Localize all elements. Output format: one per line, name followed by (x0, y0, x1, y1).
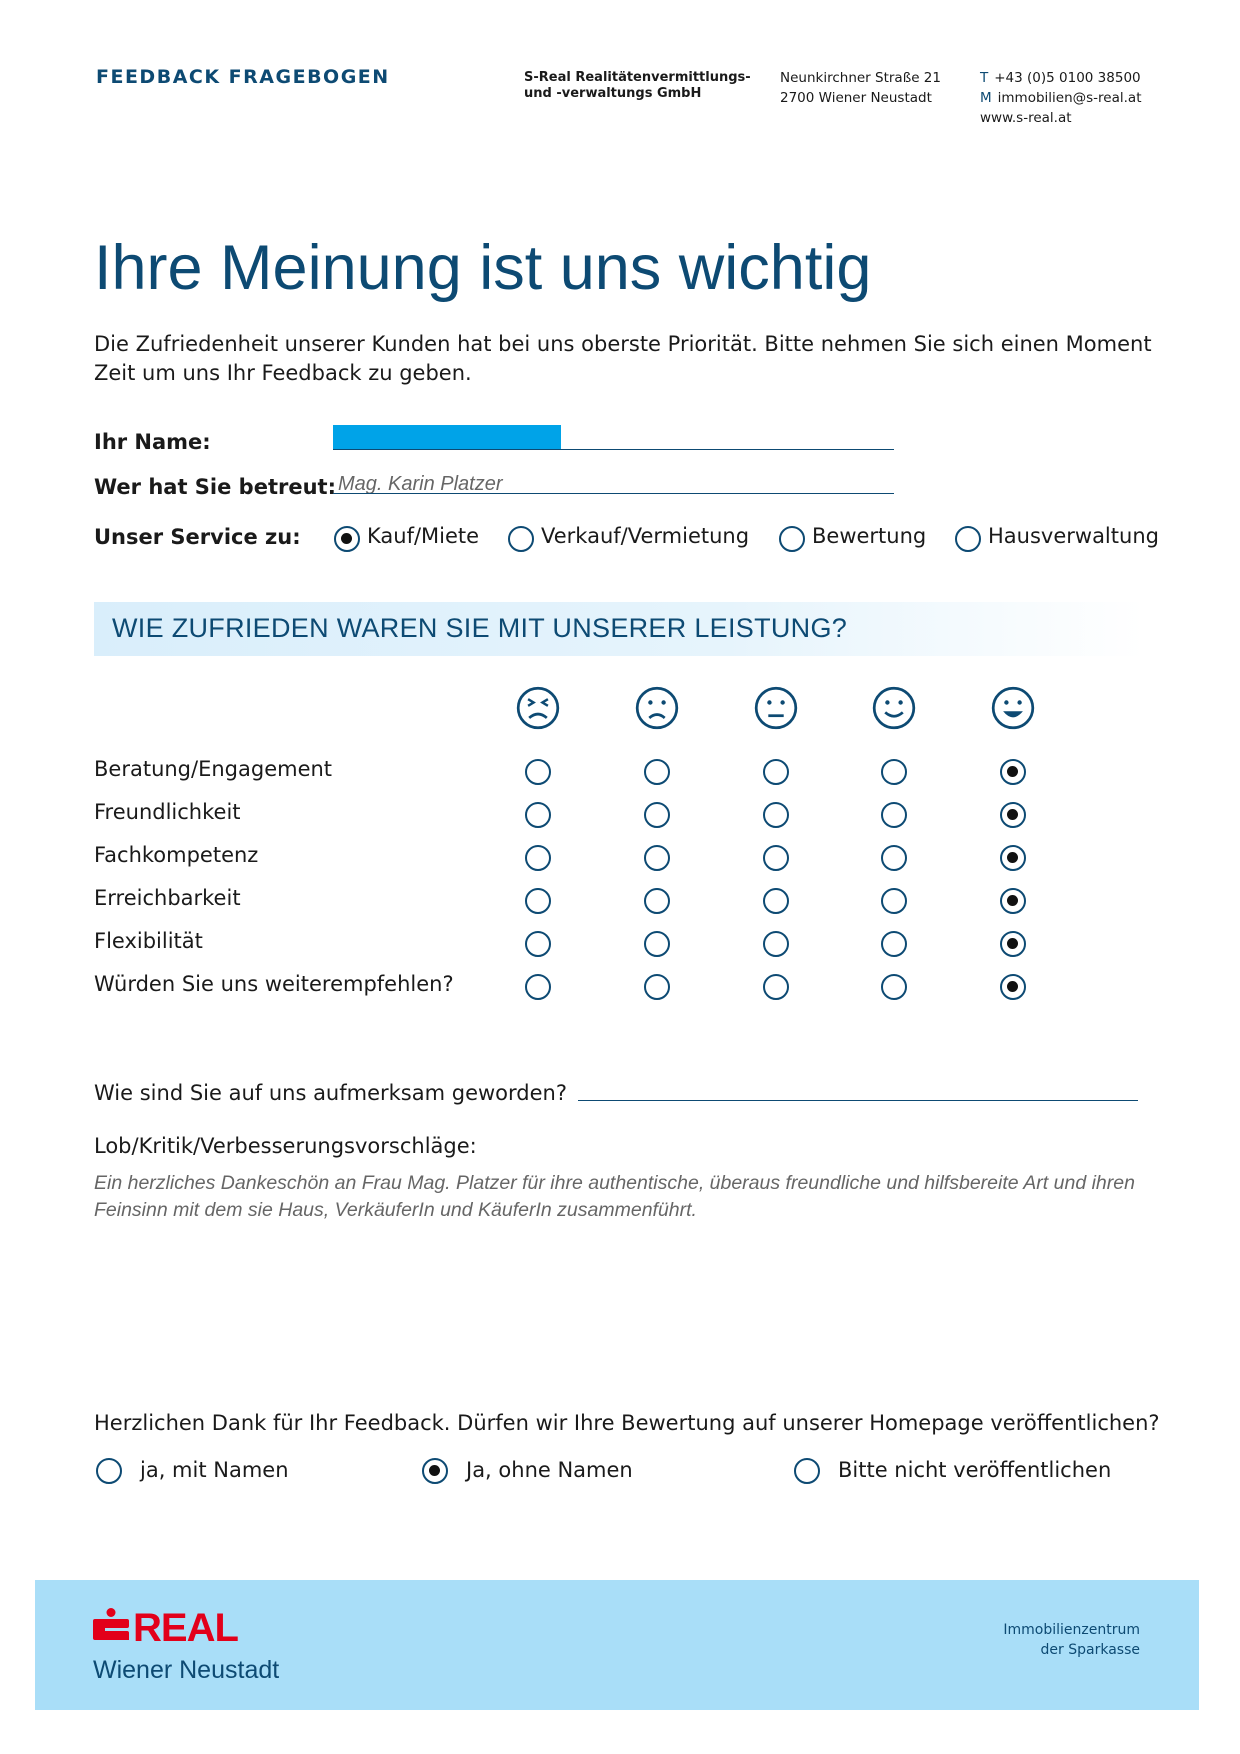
service-option-label: Bewertung (812, 524, 927, 548)
company-contact (980, 68, 1142, 128)
rating-row-label: Freundlichkeit (94, 800, 241, 824)
page-title: Ihre Meinung ist uns wichtig (94, 233, 872, 303)
sad-face-icon (635, 686, 679, 730)
email-link[interactable]: immobilien@s-real.at (997, 90, 1142, 106)
redacted-name-value (333, 425, 561, 449)
rating-radio[interactable] (763, 931, 789, 957)
publish-option-radio[interactable] (96, 1458, 122, 1484)
rating-radio[interactable] (881, 974, 907, 1000)
rating-radio[interactable] (1000, 974, 1026, 1000)
rating-radio[interactable] (881, 931, 907, 957)
rating-radio[interactable] (644, 802, 670, 828)
rating-radio[interactable] (525, 931, 551, 957)
publish-option-radio[interactable] (794, 1458, 820, 1484)
service-option-radio[interactable] (334, 526, 360, 552)
rating-row-label: Flexibilität (94, 929, 203, 953)
publish-option-radio[interactable] (422, 1458, 448, 1484)
footer-tagline (1003, 1620, 1140, 1660)
phone-label: T (980, 70, 989, 86)
rating-radio[interactable] (763, 974, 789, 1000)
name-field[interactable] (333, 449, 894, 450)
rating-radio[interactable] (644, 759, 670, 785)
name-label: Ihr Name: (94, 430, 211, 454)
address-line-1: Neunkirchner Straße 21 (780, 70, 941, 86)
publish-option-label: Bitte nicht veröffentlichen (838, 1458, 1112, 1482)
company-address (780, 68, 941, 108)
footer-bar (35, 1580, 1199, 1710)
company-line-1: S-Real Realitätenvermittlungs- (524, 70, 751, 85)
publish-question: Herzlichen Dank für Ihr Feedback. Dürfen wir Ihre Bewertung auf unserer Homepage veröffentlichen? (94, 1411, 1160, 1435)
rating-radio[interactable] (644, 845, 670, 871)
rating-row-label: Würden Sie uns weiterempfehlen? (94, 972, 454, 996)
company-line-2: und -verwaltungs GmbH (524, 86, 702, 101)
rating-radio[interactable] (525, 888, 551, 914)
rating-row-label: Erreichbarkeit (94, 886, 241, 910)
rating-radio[interactable] (881, 888, 907, 914)
rating-radio[interactable] (1000, 888, 1026, 914)
logo-city-text: Wiener Neustadt (93, 1656, 280, 1684)
mail-label: M (980, 90, 992, 106)
service-option-radio[interactable] (508, 526, 534, 552)
rating-radio[interactable] (525, 974, 551, 1000)
phone-number: +43 (0)5 0100 38500 (994, 70, 1141, 86)
rating-radio[interactable] (881, 802, 907, 828)
caretaker-field-value: Mag. Karin Platzer (338, 473, 503, 495)
source-answer-field[interactable] (578, 1100, 1138, 1101)
neutral-face-icon (754, 686, 798, 730)
address-line-2: 2700 Wiener Neustadt (780, 90, 932, 106)
rating-radio[interactable] (644, 931, 670, 957)
rating-row-label: Beratung/Engagement (94, 757, 333, 781)
rating-radio[interactable] (525, 845, 551, 871)
caretaker-field[interactable] (333, 493, 894, 494)
rating-radio[interactable] (1000, 759, 1026, 785)
service-option-label: Kauf/Miete (367, 524, 480, 548)
sparkasse-s-logo-icon (93, 1608, 129, 1646)
form-title: FEEDBACK FRAGEBOGEN (96, 66, 390, 88)
rating-radio[interactable] (1000, 802, 1026, 828)
rating-radio[interactable] (881, 845, 907, 871)
caretaker-label: Wer hat Sie betreut: (94, 475, 336, 499)
rating-heading: WIE ZUFRIEDEN WAREN SIE MIT UNSERER LEISTUNG? (112, 613, 848, 643)
rating-row-label: Fachkompetenz (94, 843, 259, 867)
very-happy-face-icon (991, 686, 1035, 730)
website-link[interactable]: www.s-real.at (980, 110, 1072, 126)
rating-radio[interactable] (525, 759, 551, 785)
rating-radio[interactable] (763, 845, 789, 871)
publish-option-label: ja, mit Namen (140, 1458, 289, 1482)
service-option-label: Hausverwaltung (988, 524, 1159, 548)
rating-radio[interactable] (763, 802, 789, 828)
logo-real-text: REAL (133, 1606, 238, 1650)
footer-tagline-line-2: der Sparkasse (1040, 1642, 1140, 1658)
very-unhappy-face-icon (516, 686, 560, 730)
rating-radio[interactable] (1000, 931, 1026, 957)
rating-radio[interactable] (644, 888, 670, 914)
rating-radio[interactable] (763, 888, 789, 914)
rating-radio[interactable] (1000, 845, 1026, 871)
comments-label: Lob/Kritik/Verbesserungsvorschläge: (94, 1134, 477, 1158)
service-option-radio[interactable] (955, 526, 981, 552)
smiling-face-icon (872, 686, 916, 730)
rating-radio[interactable] (763, 759, 789, 785)
intro-text: Die Zufriedenheit unserer Kunden hat bei uns oberste Priorität. Bitte nehmen Sie sich einen Moment Zeit um uns Ihr Feedback zu geben. (94, 332, 1152, 385)
service-label: Unser Service zu: (94, 525, 301, 549)
service-option-radio[interactable] (779, 526, 805, 552)
rating-radio[interactable] (525, 802, 551, 828)
rating-radio[interactable] (644, 974, 670, 1000)
service-option-label: Verkauf/Vermietung (541, 524, 750, 548)
comments-field[interactable]: Ein herzliches Dankeschön an Frau Mag. Platzer für ihre authentische, überaus freundliche und hilfsbereite Art und ihren Feinsinn mit dem sie Haus, VerkäuferIn und KäuferIn zusammenführt. (94, 1172, 1135, 1221)
footer-tagline-line-1: Immobilienzentrum (1003, 1622, 1140, 1638)
source-question-label: Wie sind Sie auf uns aufmerksam geworden? (94, 1081, 567, 1105)
company-name (524, 70, 751, 102)
rating-section-banner (94, 602, 1144, 656)
rating-radio[interactable] (881, 759, 907, 785)
publish-option-label: Ja, ohne Namen (466, 1458, 633, 1482)
